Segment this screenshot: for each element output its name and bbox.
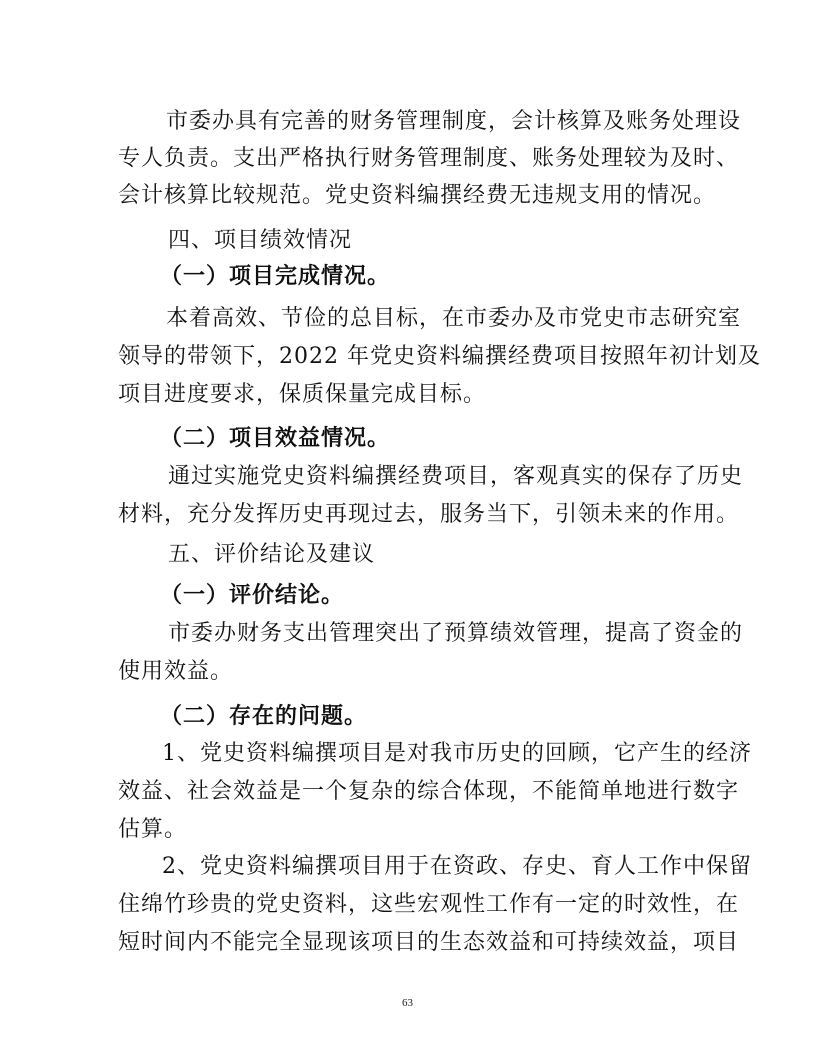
section-4-subheading-2: （二）项目效益情况。 — [160, 425, 391, 451]
page-number: 63 — [402, 997, 413, 1009]
paragraph-2-line-1: 本着高效、节俭的总目标，在市委办及市党史市志研究室 — [166, 306, 742, 331]
paragraph-6-line-3: 短时间内不能完全显现该项目的生态效益和可持续效益，项目 — [118, 930, 740, 955]
paragraph-1-line-3: 会计核算比较规范。党史资料编撰经费无违规支用的情况。 — [118, 183, 717, 208]
paragraph-5-line-3: 估算。 — [118, 817, 188, 842]
section-5-heading: 五、评价结论及建议 — [168, 542, 376, 567]
section-5-subheading-2: （二）存在的问题。 — [160, 703, 368, 729]
paragraph-2-line-2: 领导的带领下，2022 年党史资料编撰经费项目按照年初计划及 — [118, 344, 761, 369]
paragraph-6-line-2: 住绵竹珍贵的党史资料，这些宏观性工作有一定的时效性，在 — [118, 892, 740, 917]
paragraph-1-line-1: 市委办具有完善的财务管理制度，会计核算及账务处理设 — [166, 109, 742, 134]
section-5-subheading-1: （一）评价结论。 — [160, 582, 345, 608]
paragraph-5-line-2: 效益、社会效益是一个复杂的综合体现，不能简单地进行数字 — [118, 779, 740, 804]
paragraph-2-line-3: 项目进度要求，保质保量完成目标。 — [118, 382, 487, 407]
paragraph-4-line-1: 市委办财务支出管理突出了预算绩效管理，提高了资金的 — [168, 621, 744, 646]
paragraph-6-line-1: 2、党史资料编撰项目用于在资政、存史、育人工作中保留 — [162, 854, 752, 879]
paragraph-3-line-1: 通过实施党史资料编撰经费项目，客观真实的保存了历史 — [168, 464, 744, 489]
paragraph-4-line-2: 使用效益。 — [118, 659, 234, 684]
paragraph-5-line-1: 1、党史资料编撰项目是对我市历史的回顾，它产生的经济 — [162, 741, 752, 766]
section-4-subheading-1: （一）项目完成情况。 — [160, 263, 391, 289]
paragraph-1-line-2: 专人负责。支出严格执行财务管理制度、账务处理较为及时、 — [118, 146, 740, 171]
paragraph-3-line-2: 材料，充分发挥历史再现过去，服务当下，引领未来的作用。 — [118, 502, 740, 527]
section-4-heading: 四、项目绩效情况 — [168, 228, 353, 253]
